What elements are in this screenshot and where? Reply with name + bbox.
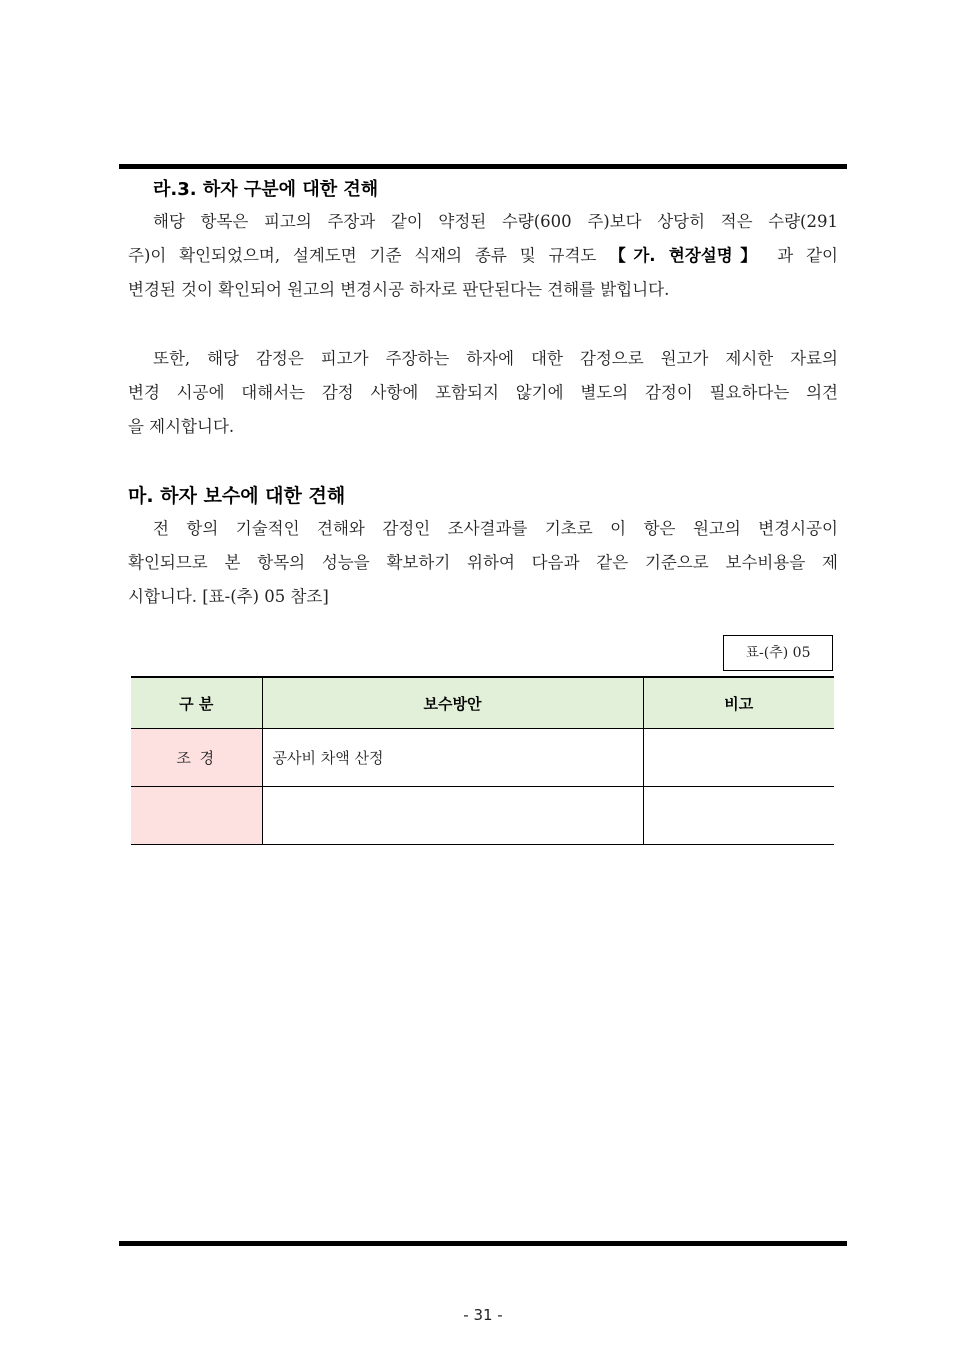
remedy-table xyxy=(131,676,834,845)
page-number: - 31 - xyxy=(463,1306,503,1324)
paragraph-line: 또한, 해당 감정은 피고가 주장하는 하자에 대한 감정으로 원고가 제시한 자료의 xyxy=(153,349,838,368)
cell-method xyxy=(262,787,643,845)
paragraph-line: 을 제시합니다. xyxy=(128,417,235,436)
table-header-row xyxy=(131,677,834,729)
paragraph-line: 전 항의 기술적인 견해와 감정인 조사결과를 기초로 이 항은 원고의 변경시공이 xyxy=(153,519,838,538)
text-run: 주)이 확인되었으며, 설계도면 기준 식재의 종류 및 규격도 xyxy=(128,246,610,265)
section-heading-ma: 마. 하자 보수에 대한 견해 xyxy=(128,485,346,507)
paragraph-line: 시합니다. [표-(추) 05 참조] xyxy=(128,587,329,606)
text-run: 과 같이 xyxy=(764,246,838,265)
cross-reference: 【가. 현장설명】 xyxy=(609,246,765,265)
paragraph-line: 해당 항목은 피고의 주장과 같이 약정된 수량(600 주)보다 상당히 적은 수량(291 xyxy=(153,212,838,231)
table-label: 표-(추) 05 xyxy=(723,635,833,671)
header-method: 보수방안 xyxy=(262,677,643,729)
cell-note xyxy=(643,729,834,787)
paragraph-line: 변경된 것이 확인되어 원고의 변경시공 하자로 판단된다는 견해를 밝힙니다. xyxy=(128,280,670,299)
table-row xyxy=(131,729,834,787)
header-note: 비고 xyxy=(643,677,834,729)
cell-category xyxy=(131,787,262,845)
table-row xyxy=(131,787,834,845)
top-rule xyxy=(119,164,847,169)
paragraph-line xyxy=(128,239,838,273)
paragraph-ma xyxy=(128,512,838,614)
paragraph-ra-2 xyxy=(128,342,838,444)
cell-category: 조 경 xyxy=(131,729,262,787)
cell-note xyxy=(643,787,834,845)
section-heading-ra: 라.3. 하자 구분에 대한 견해 xyxy=(153,179,379,200)
cell-method: 공사비 차액 산정 xyxy=(262,729,643,787)
paragraph-ra-1 xyxy=(128,205,838,307)
bottom-rule xyxy=(119,1241,847,1246)
header-category: 구 분 xyxy=(131,677,262,729)
paragraph-line: 변경 시공에 대해서는 감정 사항에 포함되지 않기에 별도의 감정이 필요하다는 의견 xyxy=(128,383,838,402)
paragraph-line: 확인되므로 본 항목의 성능을 확보하기 위하여 다음과 같은 기준으로 보수비용을 제 xyxy=(128,553,838,572)
